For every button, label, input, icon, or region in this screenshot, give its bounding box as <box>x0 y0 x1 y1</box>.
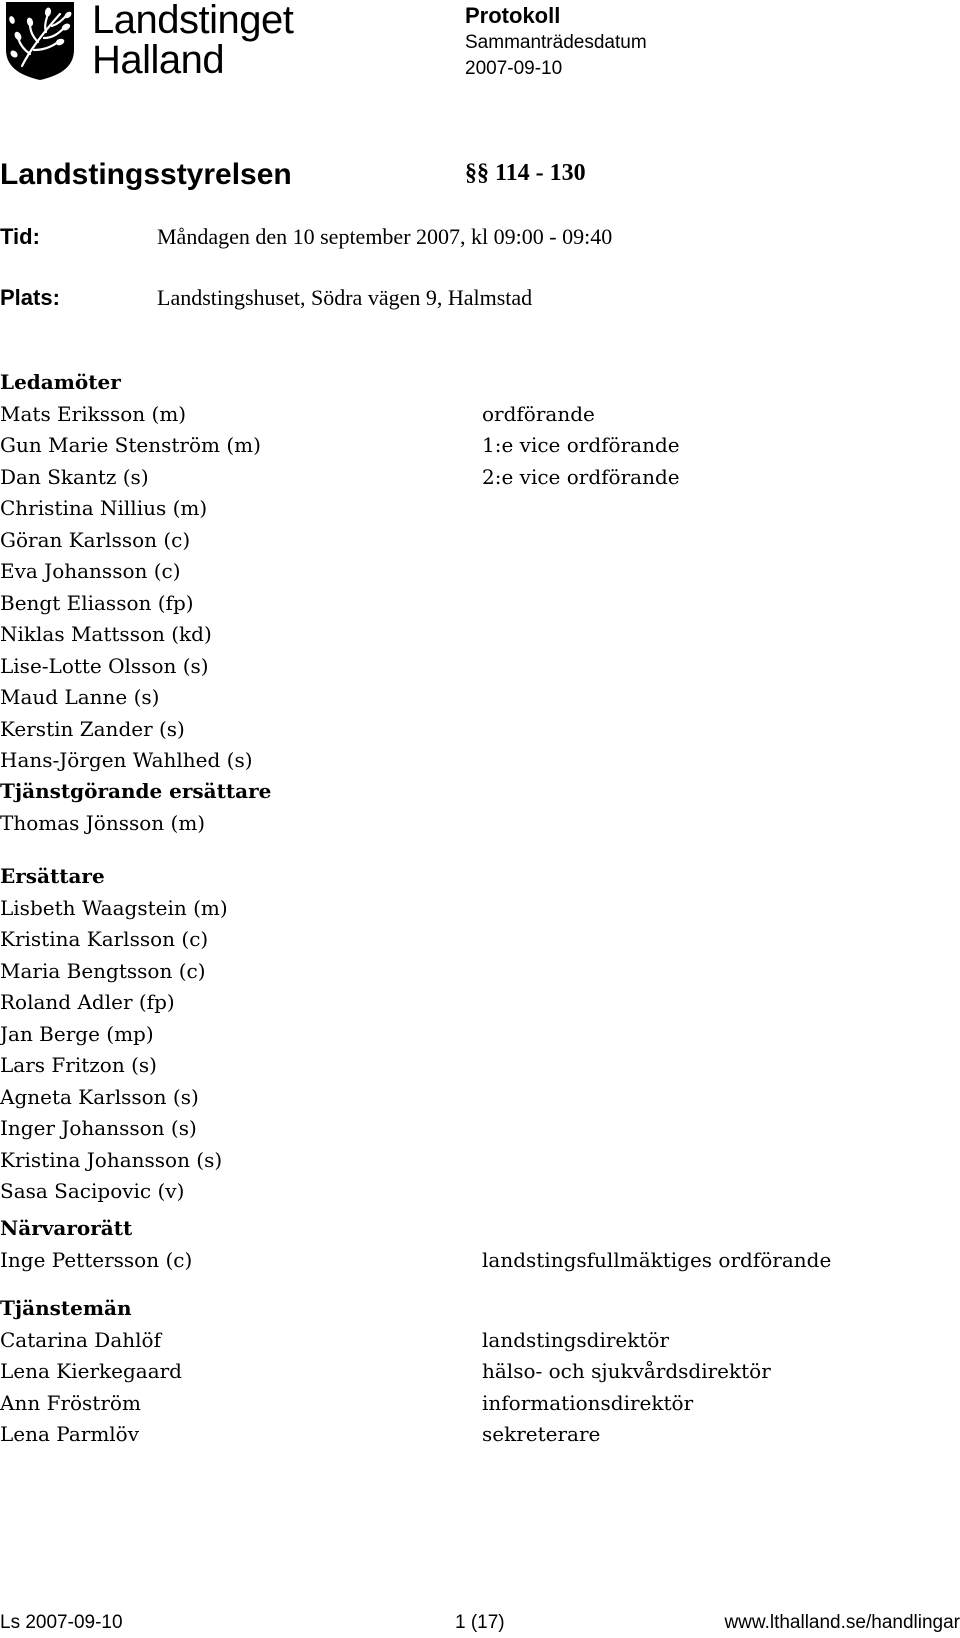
logo-line-2: Halland <box>92 38 225 82</box>
person-name: Niklas Mattsson (kd) <box>0 622 212 646</box>
person-name: Maria Bengtsson (c) <box>0 958 206 983</box>
section-heading: Ledamöter <box>0 370 121 394</box>
footer-url: www.lthalland.se/handlingar <box>724 1612 960 1633</box>
list-item <box>0 525 940 557</box>
list-item <box>0 619 940 651</box>
list-item <box>0 1356 940 1388</box>
person-name: Agneta Karlsson (s) <box>0 1084 199 1109</box>
section-ledamoter <box>0 367 940 777</box>
meeting-date: 2007-09-10 <box>465 58 563 79</box>
section-heading: Närvarorätt <box>0 1216 133 1240</box>
logo-text <box>92 0 293 80</box>
person-role: 1:e vice ordförande <box>482 433 680 457</box>
person-name: Inge Pettersson (c) <box>0 1247 193 1272</box>
list-item <box>0 714 940 746</box>
list-item <box>0 682 940 714</box>
list-item <box>0 924 940 956</box>
list-item <box>0 493 940 525</box>
list-item <box>0 1176 940 1208</box>
footer-reference: Ls 2007-09-10 <box>0 1612 123 1633</box>
person-name: Christina Nillius (m) <box>0 496 208 520</box>
person-name: Eva Johansson (c) <box>0 559 181 583</box>
person-name: Dan Skantz (s) <box>0 464 149 489</box>
list-item <box>0 1019 940 1051</box>
person-name: Kristina Johansson (s) <box>0 1147 223 1172</box>
list-item <box>0 1082 940 1114</box>
section-ersattare <box>0 861 940 1208</box>
person-name: Hans-Jörgen Wahlhed (s) <box>0 748 253 772</box>
section-tjanstgorande-ersattare <box>0 776 940 839</box>
list-item <box>0 808 940 840</box>
list-item <box>0 1325 940 1357</box>
list-item <box>0 893 940 925</box>
emblem-icon <box>0 0 80 80</box>
section-narvaroratt <box>0 1213 940 1276</box>
list-item <box>0 1050 940 1082</box>
paragraph-range: §§ 114 - 130 <box>465 160 586 186</box>
place-label: Plats: <box>0 285 60 310</box>
person-name: Roland Adler (fp) <box>0 990 175 1014</box>
person-name: Lars Fritzon (s) <box>0 1053 157 1077</box>
person-name: Lena Kierkegaard <box>0 1359 182 1383</box>
person-name: Catarina Dahlöf <box>0 1327 161 1352</box>
person-name: Kerstin Zander (s) <box>0 716 185 741</box>
person-role: hälso- och sjukvårdsdirektör <box>482 1359 771 1383</box>
list-item <box>0 588 940 620</box>
person-role: informationsdirektör <box>482 1390 694 1415</box>
person-name: Thomas Jönsson (m) <box>0 810 206 835</box>
logo-line-1: Landstinget <box>92 0 294 42</box>
person-name: Göran Karlsson (c) <box>0 527 191 552</box>
time-value: Måndagen den 10 september 2007, kl 09:00 - 09:40 <box>157 224 613 249</box>
person-name: Jan Berge (mp) <box>0 1021 154 1046</box>
meeting-date-label: Sammanträdesdatum <box>465 32 647 53</box>
list-item <box>0 956 940 988</box>
person-name: Gun Marie Stenström (m) <box>0 433 261 457</box>
person-role: sekreterare <box>482 1422 601 1446</box>
list-item <box>0 1388 940 1420</box>
person-role: landstingsfullmäktiges ordförande <box>482 1247 832 1272</box>
person-role: 2:e vice ordförande <box>482 464 680 489</box>
list-item <box>0 1419 940 1451</box>
list-item <box>0 987 940 1019</box>
person-role: landstingsdirektör <box>482 1327 670 1352</box>
list-item <box>0 651 940 683</box>
list-item <box>0 462 940 494</box>
person-name: Bengt Eliasson (fp) <box>0 590 194 615</box>
section-heading: Ersättare <box>0 864 105 888</box>
board-title: Landstingsstyrelsen <box>0 158 292 191</box>
person-name: Lisbeth Waagstein (m) <box>0 895 228 920</box>
person-name: Lise-Lotte Olsson (s) <box>0 653 209 678</box>
person-name: Mats Eriksson (m) <box>0 401 187 426</box>
section-heading: Tjänstgörande ersättare <box>0 779 272 803</box>
list-item <box>0 399 940 431</box>
person-name: Lena Parmlöv <box>0 1422 140 1446</box>
document-header <box>465 2 647 82</box>
list-item <box>0 1245 940 1277</box>
time-label: Tid: <box>0 224 40 249</box>
place-value: Landstingshuset, Södra vägen 9, Halmstad <box>157 285 533 310</box>
list-item <box>0 556 940 588</box>
person-name: Sasa Sacipovic (v) <box>0 1179 185 1203</box>
section-heading: Tjänstemän <box>0 1296 132 1320</box>
list-item <box>0 1145 940 1177</box>
person-name: Inger Johansson (s) <box>0 1116 197 1140</box>
page-footer <box>0 1612 960 1638</box>
person-name: Kristina Karlsson (c) <box>0 927 209 951</box>
person-name: Maud Lanne (s) <box>0 685 160 709</box>
person-role: ordförande <box>482 401 595 426</box>
list-item <box>0 745 940 777</box>
list-item <box>0 1113 940 1145</box>
section-tjanstemen <box>0 1293 940 1451</box>
landstinget-halland-logo <box>0 0 294 82</box>
person-name: Ann Fröström <box>0 1390 141 1415</box>
document-type: Protokoll <box>465 3 561 28</box>
list-item <box>0 430 940 462</box>
page-number: 1 (17) <box>455 1612 505 1633</box>
